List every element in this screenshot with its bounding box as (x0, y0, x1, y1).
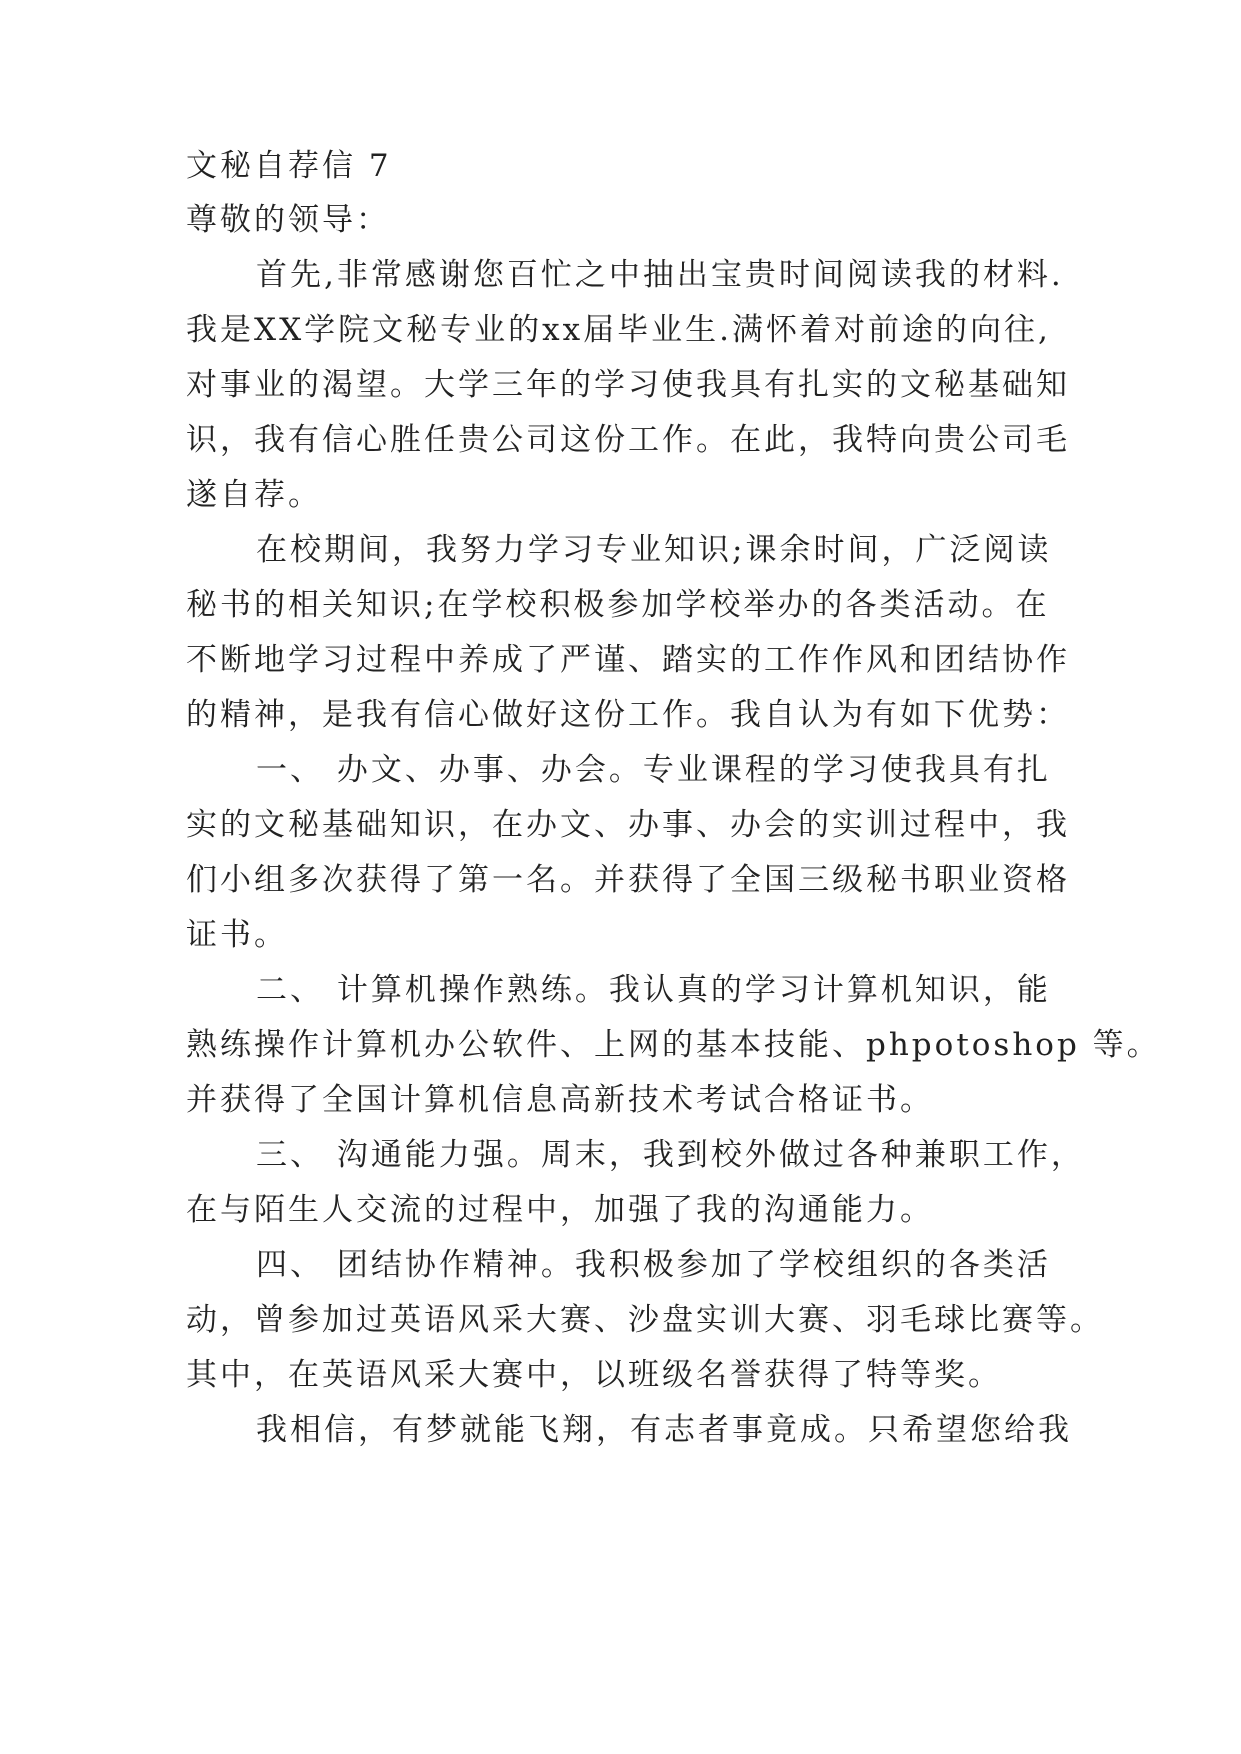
text-line: 实的文秘基础知识，在办文、办事、办会的实训过程中，我 (186, 807, 1070, 843)
text-line: 对事业的渴望。大学三年的学习使我具有扎实的文秘基础知 (186, 367, 1070, 403)
text-line: 首先,非常感谢您百忙之中抽出宝贵时间阅读我的材料. (256, 257, 1064, 293)
text-line: 熟练操作计算机办公软件、上网的基本技能、phpotoshop 等。 (186, 1027, 1161, 1063)
text-line: 并获得了全国计算机信息高新技术考试合格证书。 (186, 1082, 934, 1118)
text-line: 四、 团结协作精神。我积极参加了学校组织的各类活 (256, 1247, 1051, 1283)
text-line: 识，我有信心胜任贵公司这份工作。在此，我特向贵公司毛 (186, 422, 1070, 458)
text-line: 一、 办文、办事、办会。专业课程的学习使我具有扎 (256, 752, 1051, 788)
text-line: 二、 计算机操作熟练。我认真的学习计算机知识，能 (256, 972, 1051, 1008)
text-line: 我是XX学院文秘专业的xx届毕业生.满怀着对前途的向往, (186, 312, 1051, 348)
text-line: 我相信，有梦就能飞翔，有志者事竟成。只希望您给我 (256, 1412, 1072, 1448)
text-line: 动，曾参加过英语风采大赛、沙盘实训大赛、羽毛球比赛等。 (186, 1302, 1104, 1338)
text-line: 在校期间，我努力学习专业知识;课余时间，广泛阅读 (256, 532, 1052, 568)
text-line: 不断地学习过程中养成了严谨、踏实的工作作风和团结协作 (186, 642, 1070, 678)
text-line: 三、 沟通能力强。周末，我到校外做过各种兼职工作， (256, 1137, 1085, 1173)
text-line: 其中，在英语风采大赛中，以班级名誉获得了特等奖。 (186, 1357, 1002, 1393)
text-line: 们小组多次获得了第一名。并获得了全国三级秘书职业资格 (186, 862, 1070, 898)
text-line: 证书。 (186, 917, 288, 953)
text-line: 在与陌生人交流的过程中，加强了我的沟通能力。 (186, 1192, 934, 1228)
text-line: 的精神，是我有信心做好这份工作。我自认为有如下优势： (186, 697, 1070, 733)
document-title: 文秘自荐信 7 (186, 148, 392, 184)
text-line: 秘书的相关知识;在学校积极参加学校举办的各类活动。在 (186, 587, 1050, 623)
text-line: 遂自荐。 (186, 477, 322, 513)
salutation: 尊敬的领导： (186, 202, 390, 238)
